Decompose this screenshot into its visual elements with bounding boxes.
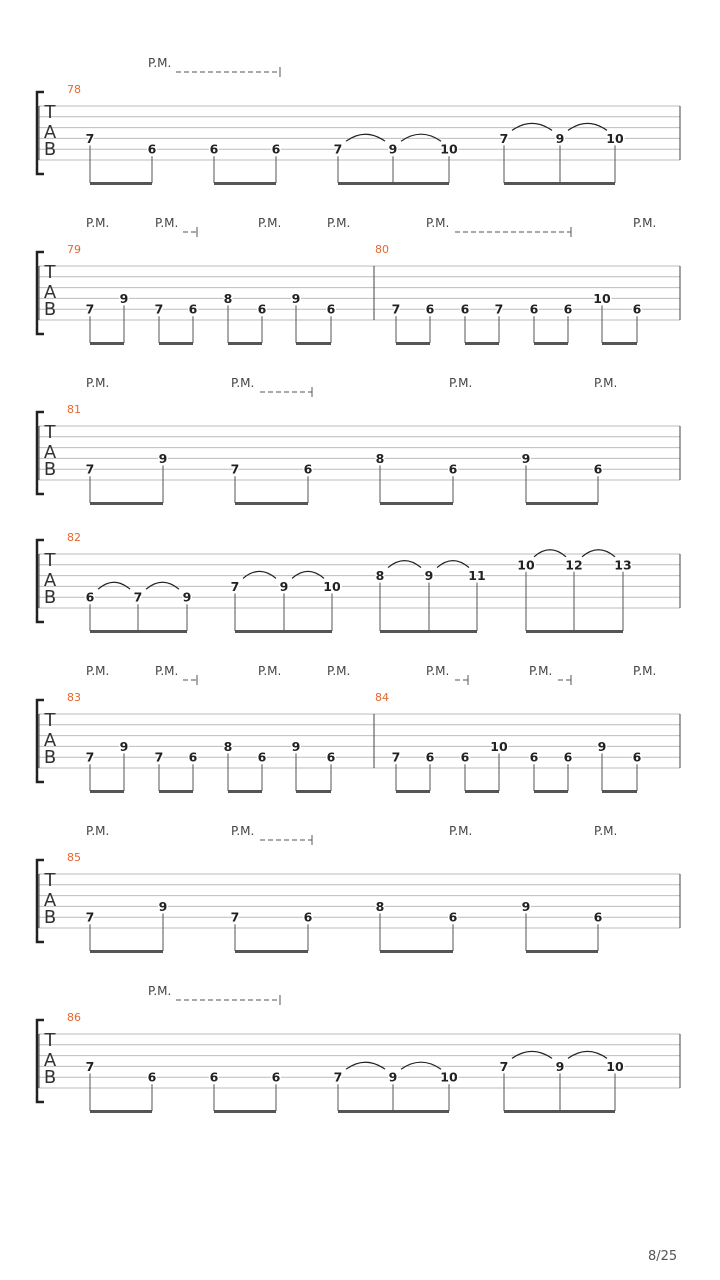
beam: [465, 342, 499, 345]
palm-mute-label: P.M.: [449, 376, 473, 390]
beam: [235, 950, 308, 953]
fret-number: 9: [521, 898, 531, 914]
palm-mute-label: P.M.: [86, 216, 110, 230]
tie-arc: [512, 123, 552, 130]
beam: [90, 502, 163, 505]
fret-number: 10: [490, 738, 508, 754]
tab-system: [37, 531, 680, 633]
palm-mute-label: P.M.: [633, 216, 657, 230]
fret-number: 7: [85, 301, 95, 317]
tab-system: [37, 56, 680, 185]
fret-number: 6: [425, 301, 435, 317]
fret-number: 6: [593, 909, 603, 925]
tab-system: [37, 664, 680, 793]
fret-number: 9: [182, 589, 192, 605]
tie-arc: [401, 1062, 441, 1069]
fret-number: 9: [158, 898, 168, 914]
beam: [602, 790, 637, 793]
fret-number: 7: [85, 1058, 95, 1074]
beam: [526, 502, 598, 505]
beam: [504, 182, 615, 185]
fret-number: 9: [279, 578, 289, 594]
palm-mute-label: P.M.: [327, 216, 351, 230]
tab-clef-letter: B: [43, 459, 57, 480]
tab-clef-letter: B: [43, 587, 57, 608]
fret-number: 6: [147, 1069, 157, 1085]
fret-number: 6: [529, 749, 539, 765]
tab-system: [37, 984, 680, 1113]
tab-clef-letter: B: [43, 907, 57, 928]
palm-mute-label: P.M.: [529, 664, 553, 678]
tab-clef-letter: B: [43, 747, 57, 768]
fret-number: 6: [257, 749, 267, 765]
fret-number: 6: [460, 301, 470, 317]
fret-number: 10: [440, 1069, 458, 1085]
tab-clef-letter: A: [43, 890, 57, 911]
tab-clef-letter: B: [43, 299, 57, 320]
palm-mute-label: P.M.: [155, 664, 179, 678]
measure-number: 84: [375, 691, 389, 704]
tab-clef-letter: A: [43, 1050, 57, 1071]
beam: [90, 790, 124, 793]
measure-number: 79: [67, 243, 81, 256]
palm-mute-label: P.M.: [86, 664, 110, 678]
tab-clef-letter: B: [43, 139, 57, 160]
fret-number: 6: [632, 301, 642, 317]
beam: [235, 630, 332, 633]
tie-arc: [146, 582, 179, 589]
beam: [396, 790, 430, 793]
fret-number: 6: [209, 141, 219, 157]
tie-arc: [568, 1051, 607, 1058]
fret-number: 6: [209, 1069, 219, 1085]
palm-mute-label: P.M.: [148, 56, 172, 70]
fret-number: 10: [606, 1058, 624, 1074]
fret-number: 10: [440, 141, 458, 157]
fret-number: 10: [517, 557, 535, 573]
fret-number: 9: [388, 1069, 398, 1085]
fret-number: 7: [230, 461, 240, 477]
measure-number: 78: [67, 83, 81, 96]
tie-arc: [512, 1051, 552, 1058]
beam: [90, 1110, 152, 1113]
beam: [296, 342, 331, 345]
measure-number: 86: [67, 1011, 81, 1024]
beam: [159, 790, 193, 793]
tie-arc: [437, 561, 469, 568]
beam: [396, 342, 430, 345]
fret-number: 6: [448, 909, 458, 925]
tie-arc: [582, 550, 615, 557]
tab-system: [37, 216, 680, 345]
fret-number: 6: [188, 301, 198, 317]
palm-mute-label: P.M.: [327, 664, 351, 678]
beam: [90, 950, 163, 953]
fret-number: 7: [391, 749, 401, 765]
measure-number: 83: [67, 691, 81, 704]
beam: [380, 950, 453, 953]
tie-arc: [568, 123, 607, 130]
fret-number: 7: [499, 130, 509, 146]
measure-number: 81: [67, 403, 81, 416]
beam: [90, 630, 187, 633]
beam: [228, 790, 262, 793]
fret-number: 6: [303, 909, 313, 925]
fret-number: 6: [460, 749, 470, 765]
fret-number: 10: [606, 130, 624, 146]
fret-number: 7: [133, 589, 143, 605]
fret-number: 9: [158, 450, 168, 466]
palm-mute-label: P.M.: [258, 664, 282, 678]
tie-arc: [98, 582, 130, 589]
fret-number: 7: [154, 749, 164, 765]
fret-number: 6: [593, 461, 603, 477]
fret-number: 6: [326, 301, 336, 317]
beam: [90, 182, 152, 185]
measure-number: 80: [375, 243, 389, 256]
fret-number: 6: [326, 749, 336, 765]
fret-number: 9: [555, 130, 565, 146]
fret-number: 11: [468, 568, 486, 584]
fret-number: 9: [291, 290, 301, 306]
beam: [465, 790, 499, 793]
beam: [338, 182, 449, 185]
beam: [504, 1110, 615, 1113]
fret-number: 6: [271, 141, 281, 157]
fret-number: 6: [303, 461, 313, 477]
palm-mute-label: P.M.: [633, 664, 657, 678]
fret-number: 8: [223, 290, 233, 306]
beam: [90, 342, 124, 345]
fret-number: 6: [632, 749, 642, 765]
tie-arc: [346, 134, 385, 141]
fret-number: 7: [494, 301, 504, 317]
fret-number: 7: [499, 1058, 509, 1074]
fret-number: 7: [230, 909, 240, 925]
beam: [534, 790, 568, 793]
fret-number: 12: [565, 557, 583, 573]
palm-mute-label: P.M.: [426, 664, 450, 678]
fret-number: 10: [323, 578, 341, 594]
tab-system: [37, 824, 680, 953]
palm-mute-label: P.M.: [86, 376, 110, 390]
tie-arc: [243, 571, 276, 578]
fret-number: 9: [388, 141, 398, 157]
tab-clef-letter: A: [43, 570, 57, 591]
fret-number: 7: [230, 578, 240, 594]
fret-number: 9: [119, 738, 129, 754]
beam: [338, 1110, 449, 1113]
fret-number: 6: [257, 301, 267, 317]
fret-number: 7: [333, 1069, 343, 1085]
tab-system: [37, 376, 680, 505]
palm-mute-label: P.M.: [231, 376, 255, 390]
fret-number: 7: [85, 461, 95, 477]
tab-clef-letter: A: [43, 122, 57, 143]
fret-number: 7: [85, 749, 95, 765]
page-number: 8/25: [648, 1249, 678, 1264]
palm-mute-label: P.M.: [594, 824, 618, 838]
fret-number: 6: [563, 749, 573, 765]
tie-arc: [292, 571, 324, 578]
palm-mute-label: P.M.: [449, 824, 473, 838]
tab-clef-letter: A: [43, 442, 57, 463]
fret-number: 6: [529, 301, 539, 317]
fret-number: 6: [563, 301, 573, 317]
fret-number: 13: [614, 557, 632, 573]
fret-number: 8: [375, 568, 385, 584]
fret-number: 9: [521, 450, 531, 466]
tab-clef-letter: T: [44, 422, 56, 443]
tab-clef-letter: T: [44, 1030, 56, 1051]
beam: [534, 342, 568, 345]
tab-clef-letter: T: [44, 550, 56, 571]
fret-number: 6: [147, 141, 157, 157]
beam: [380, 630, 477, 633]
fret-number: 7: [333, 141, 343, 157]
tie-arc: [388, 561, 421, 568]
beam: [526, 950, 598, 953]
tab-clef-letter: A: [43, 730, 57, 751]
palm-mute-label: P.M.: [231, 824, 255, 838]
fret-number: 9: [424, 568, 434, 584]
fret-number: 7: [85, 130, 95, 146]
fret-number: 9: [597, 738, 607, 754]
fret-number: 6: [85, 589, 95, 605]
fret-number: 8: [375, 450, 385, 466]
fret-number: 8: [223, 738, 233, 754]
tie-arc: [534, 550, 566, 557]
palm-mute-label: P.M.: [148, 984, 172, 998]
tab-clef-letter: T: [44, 262, 56, 283]
fret-number: 8: [375, 898, 385, 914]
beam: [380, 502, 453, 505]
palm-mute-label: P.M.: [594, 376, 618, 390]
fret-number: 9: [119, 290, 129, 306]
tab-clef-letter: A: [43, 282, 57, 303]
beam: [296, 790, 331, 793]
tab-clef-letter: T: [44, 102, 56, 123]
beam: [214, 182, 276, 185]
fret-number: 7: [85, 909, 95, 925]
palm-mute-label: P.M.: [86, 824, 110, 838]
fret-number: 10: [593, 290, 611, 306]
fret-number: 7: [154, 301, 164, 317]
measure-number: 85: [67, 851, 81, 864]
measure-number: 82: [67, 531, 81, 544]
tab-clef-letter: B: [43, 1067, 57, 1088]
fret-number: 6: [448, 461, 458, 477]
fret-number: 6: [425, 749, 435, 765]
palm-mute-label: P.M.: [155, 216, 179, 230]
beam: [526, 630, 623, 633]
tie-arc: [346, 1062, 385, 1069]
fret-number: 9: [291, 738, 301, 754]
beam: [602, 342, 637, 345]
beam: [228, 342, 262, 345]
fret-number: 7: [391, 301, 401, 317]
beam: [235, 502, 308, 505]
tab-clef-letter: T: [44, 870, 56, 891]
beam: [214, 1110, 276, 1113]
beam: [159, 342, 193, 345]
tie-arc: [401, 134, 441, 141]
fret-number: 6: [271, 1069, 281, 1085]
fret-number: 9: [555, 1058, 565, 1074]
tab-clef-letter: T: [44, 710, 56, 731]
palm-mute-label: P.M.: [426, 216, 450, 230]
palm-mute-label: P.M.: [258, 216, 282, 230]
fret-number: 6: [188, 749, 198, 765]
